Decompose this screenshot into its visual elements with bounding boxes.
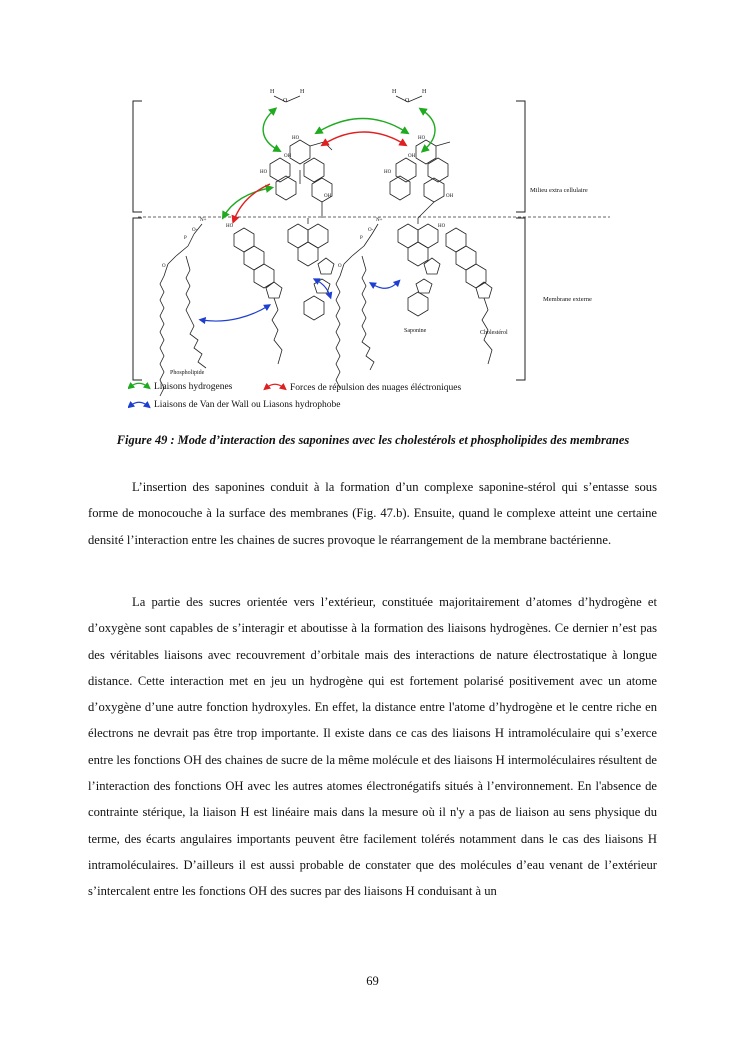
ho-label-1: HO [292, 136, 300, 141]
legend-repulsion-arrow [266, 384, 284, 388]
sugar-chain-left [270, 140, 332, 218]
ho-label-4: HO [384, 170, 392, 175]
phospholipide-label: Phospholipide [170, 370, 205, 376]
vdw-arrow-3 [372, 282, 398, 288]
legend-hydrogen-text: Liaisons hydrogenes [154, 382, 233, 392]
milieu-extracellulaire-label: Milieu extra cellulaire [530, 187, 588, 194]
o-minus-label-1: O- [192, 228, 198, 233]
ho-label-6: HO [438, 224, 446, 229]
oh-label-1: OH [284, 154, 292, 159]
oh-label-2: OH [324, 194, 332, 199]
n-plus-label-2: N+ [376, 218, 383, 223]
water-h-label-2: H [300, 89, 305, 95]
phospholipid-right [336, 224, 378, 388]
legend-vdw-arrow [130, 402, 148, 406]
oh-label-4: OH [446, 194, 454, 199]
ho-label-5: HO [226, 224, 234, 229]
page-number: 69 [366, 974, 379, 988]
vdw-arrow-1 [202, 306, 268, 321]
paragraph-2: La partie des sucres orientée vers l’extérieur, constituée majoritairement d’atomes d’hydrogène et d’oxygène sont capables de s’interagir et aboutisse à la formation des liaisons hydrogènes. Ce dernier n’est pas des véritables liaisons avec recouvrement d’orbitale mais des interactions de nature électrostatique à longue distance. Cette interaction met en jeu un hydrogène qui est fortement polarisé positivement avec un atome d’oxygène d’une autre fonction hydroxyles. En effet, la distance entre l'atome d’hydrogène et le centre riche en électrons ne devrait pas être trop importante. Il existe dans ce cas des liaisons H intramoléculaire qui s’exerce entre les fonctions OH des chaines de sucre de la même molécule et des liaisons H intermoléculaires résultent de l’interaction des fonctions OH avec les autres atomes électronégatifs situés à l’environnement. En l'absence de contrainte stérique, la liaison H est linéaire mais dans la mesure où il n'y a pas de liaison au sens physique du terme, des écarts angulaires importants peuvent être facilement tolérés notamment dans le cas des liaisons H intramoléculaires. D’ailleurs il est aussi probable de constater que des molécules d’eau venant de l’extérieur s’intercalent entre les fonctions OH des sucres par des liaisons H conduisant à un [88, 595, 657, 899]
water-o-label-2: O [405, 98, 410, 104]
figure-caption: Figure 49 : Mode d’interaction des saponines avec les cholestérols et phospholipides des membranes [116, 433, 630, 447]
legend-repulsion-text: Forces de répulsion des nuages éléctroniques [290, 383, 462, 393]
hydrogen-bond-arrow-4 [224, 188, 270, 216]
membrane-diagram [128, 84, 618, 416]
saponine-label: Saponine [404, 328, 427, 334]
o-label-1: O [162, 264, 166, 269]
o-label-2: O [338, 264, 342, 269]
hydrogen-bond-arrow-3 [318, 119, 406, 133]
right-bracket [516, 101, 525, 380]
repulsion-arrow-1 [324, 132, 404, 144]
legend-vdw-text: Liaisons de Van der Wall ou Liasons hydrophobe [154, 400, 341, 410]
n-plus-label-1: N+ [200, 218, 207, 223]
paragraph-1: L’insertion des saponines conduit à la formation d’un complexe saponine-stérol qui s’entasse sous forme de monocouche à la surface des membranes (Fig. 47.b). Ensuite, quand le complexe atteint une certaine densité l’interaction entre les chaines de sucres provoque le réarrangement de la membrane bactérienne. [88, 480, 657, 547]
legend-hydrogen-arrow [130, 383, 148, 387]
cholesterol-label: Cholestérol [480, 330, 508, 336]
hydrogen-bond-arrow-1 [263, 110, 278, 150]
cholesterol-left [234, 228, 282, 364]
oh-label-3: OH [408, 154, 416, 159]
water-o-label-1: O [283, 98, 288, 104]
sugar-chain-right [390, 140, 450, 218]
water-h-label-4: H [422, 89, 427, 95]
p-label-2: P [360, 236, 363, 241]
water-h-label-1: H [270, 89, 275, 95]
o-minus-label-2: O- [368, 228, 374, 233]
saponin-skeleton-left [288, 218, 334, 320]
interaction-figure [128, 84, 618, 416]
p-label-1: P [184, 236, 187, 241]
ho-label-3: HO [418, 136, 426, 141]
left-bracket [133, 101, 142, 380]
ho-label-2: HO [260, 170, 268, 175]
saponin-skeleton-right [398, 218, 440, 316]
cholesterol-right [446, 228, 492, 364]
water-h-label-3: H [392, 89, 397, 95]
membrane-externe-label: Membrane externe [543, 296, 592, 303]
